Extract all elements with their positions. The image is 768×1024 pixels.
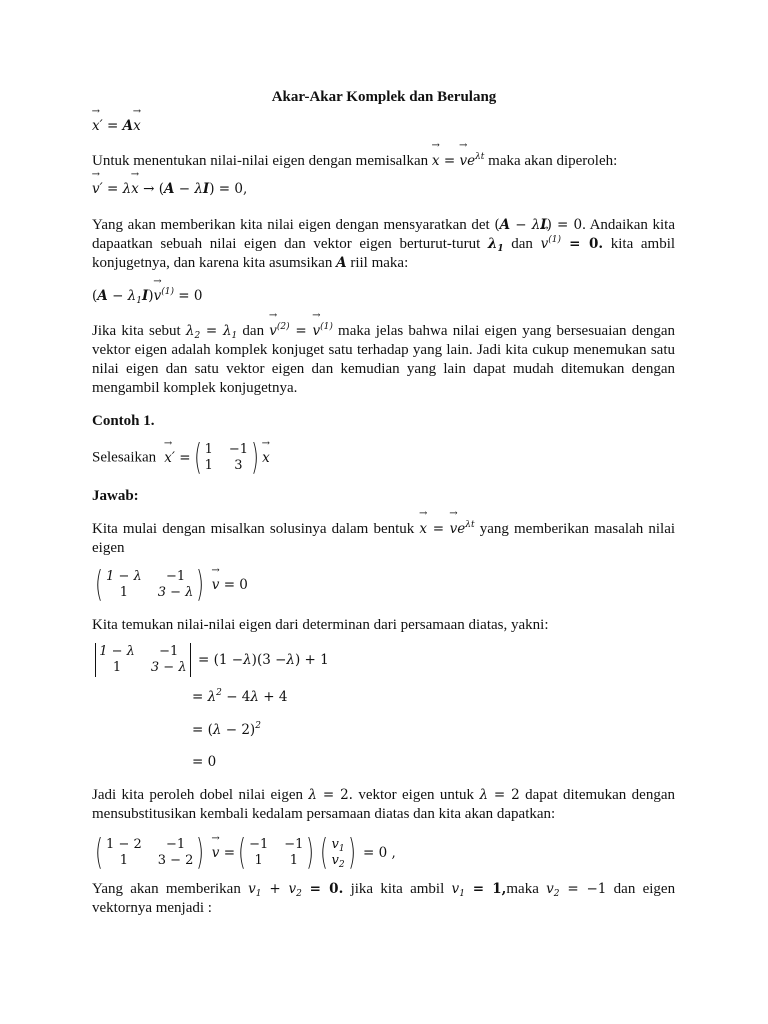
kita-mulai-text-a: Kita mulai dengan misalkan solusinya dalam bentuk — [92, 521, 415, 537]
equation-ansatz: → x = → $ve^{\lambda t}$ — [432, 153, 485, 169]
equation-system: → x′ = A→ x — [92, 118, 141, 135]
equation-v2-value: $v_2 = -1$ — [546, 881, 607, 899]
equation-step-4: = 0 — [192, 754, 217, 770]
final-text-c: maka — [506, 881, 539, 897]
final-text-a: Yang akan memberikan — [92, 881, 241, 897]
yang-text-e: riil maka: — [350, 255, 409, 271]
equation-lambda-2: λ = 2. — [308, 787, 353, 803]
equation-lambda2: $\lambda_2 = \lambda_1$ — [185, 323, 238, 341]
intro-text: Untuk menentukan nilai-nilai eigen dengan memisalkan — [92, 153, 429, 169]
final-text-d: dan eigen vektornya menjadi : — [92, 881, 676, 916]
equation-v1: → $v^{(1)} = 0$. — [541, 236, 604, 252]
yang-text-a: Yang akan memberikan kita nilai eigen dengan mensyaratkan det — [92, 217, 490, 233]
paragraph-kita-temukan: Kita temukan nilai-nilai eigen dari determinan dari persamaan diatas, yakni: — [92, 617, 549, 633]
equation-step-2: = $\lambda^2 - 4\lambda + 4$ — [192, 688, 288, 705]
jadi-text-c: dapat ditemukan dengan mensubstitusikan kembali kedalam persamaan diatas dan kita akan dapatkan: — [92, 787, 675, 822]
jika-text-c: maka jelas bahwa nilai eigen yang bersesuaian dengan vektor eigen adalah komplek konjuget satu terhadap yang lain. Jadi kita cukup menemukan satu nilai eigen dan satu vektor eigen dan kemudian yang lain dapat mudah ditemukan dengan mengambil komplek konjugetnya. — [92, 323, 676, 396]
yang-text-c: dan — [511, 236, 533, 252]
jawab-heading: Jawab: — [92, 488, 139, 504]
equation-lambda1: $\lambda_1$ — [487, 236, 504, 254]
equation-eigen-matrix: ( 1 − λ −1 1 3 − λ ) → v = 0 — [92, 567, 248, 603]
equation-v1-value: $v_1 = 1$, — [451, 881, 507, 899]
equation-eigen: → v′ = λ→ x → (A − λI) = 0, — [92, 181, 247, 198]
jadi-text-b: vektor eigen untuk — [358, 787, 475, 803]
paragraph-jika — [92, 322, 675, 398]
contoh-heading: Contoh 1. — [92, 413, 155, 429]
equation-v2: → $v^{(2)}$ = → $v^{(1)}$ — [269, 323, 333, 339]
equation-step-3: = $(\lambda - 2)^2$ — [192, 721, 261, 738]
yang-text-b: . Andaikan kita dapaatkan sebuah nilai eigen dan vektor eigen berturut-turut — [92, 217, 676, 252]
final-text-b: jika kita ambil — [350, 881, 445, 897]
equation-substitution: ( 1 − 2 −1 1 3 − 2 ) → v = ( −1 −1 1 1 ) ( $v_1$ $v_2$ ) = 0 , — [92, 835, 396, 871]
equation-determinant: 1 − λ −1 1 3 − λ = (1 − λ )(3 − λ ) + 1 — [92, 643, 329, 677]
selesaikan-text: Selesaikan — [92, 449, 157, 466]
jika-text-a: Jika kita sebut — [92, 323, 181, 339]
paragraph-intro — [92, 152, 675, 171]
jadi-text-a: Jadi kita peroleh dobel nilai eigen — [92, 787, 303, 803]
equation-lambda-2b: λ = 2 — [479, 787, 520, 803]
paragraph-kita-mulai — [92, 520, 675, 558]
equation-conjugate: $(A - \lambda_1I)\to v^{(1)} = 0$ — [92, 288, 202, 305]
equation-example: → x ′ = ( 1 −1 1 3 ) → x — [160, 440, 270, 476]
paragraph-yang — [92, 216, 675, 273]
document-title: Akar-Akar Komplek dan Berulang — [271, 89, 497, 105]
paragraph-final — [92, 880, 675, 918]
intro-text-end: maka akan diperoleh: — [488, 153, 618, 169]
equation-det: (A − λI) = 0 — [494, 217, 583, 233]
paragraph-jadi — [92, 786, 675, 824]
selesaikan-line — [92, 437, 270, 478]
kita-mulai-text-b: yang memberikan masalah nilai eigen — [92, 521, 676, 556]
yang-text-d: kita ambil konjugetnya, dan karena kita asumsikan — [92, 236, 676, 271]
equation-ansatz-2: → x = → $ve^{\lambda t}$ — [419, 521, 474, 537]
jika-text-b: dan — [242, 323, 265, 339]
equation-sum: $v_1 + v_2 = 0$. — [248, 881, 344, 899]
equation-A: A — [336, 255, 347, 271]
